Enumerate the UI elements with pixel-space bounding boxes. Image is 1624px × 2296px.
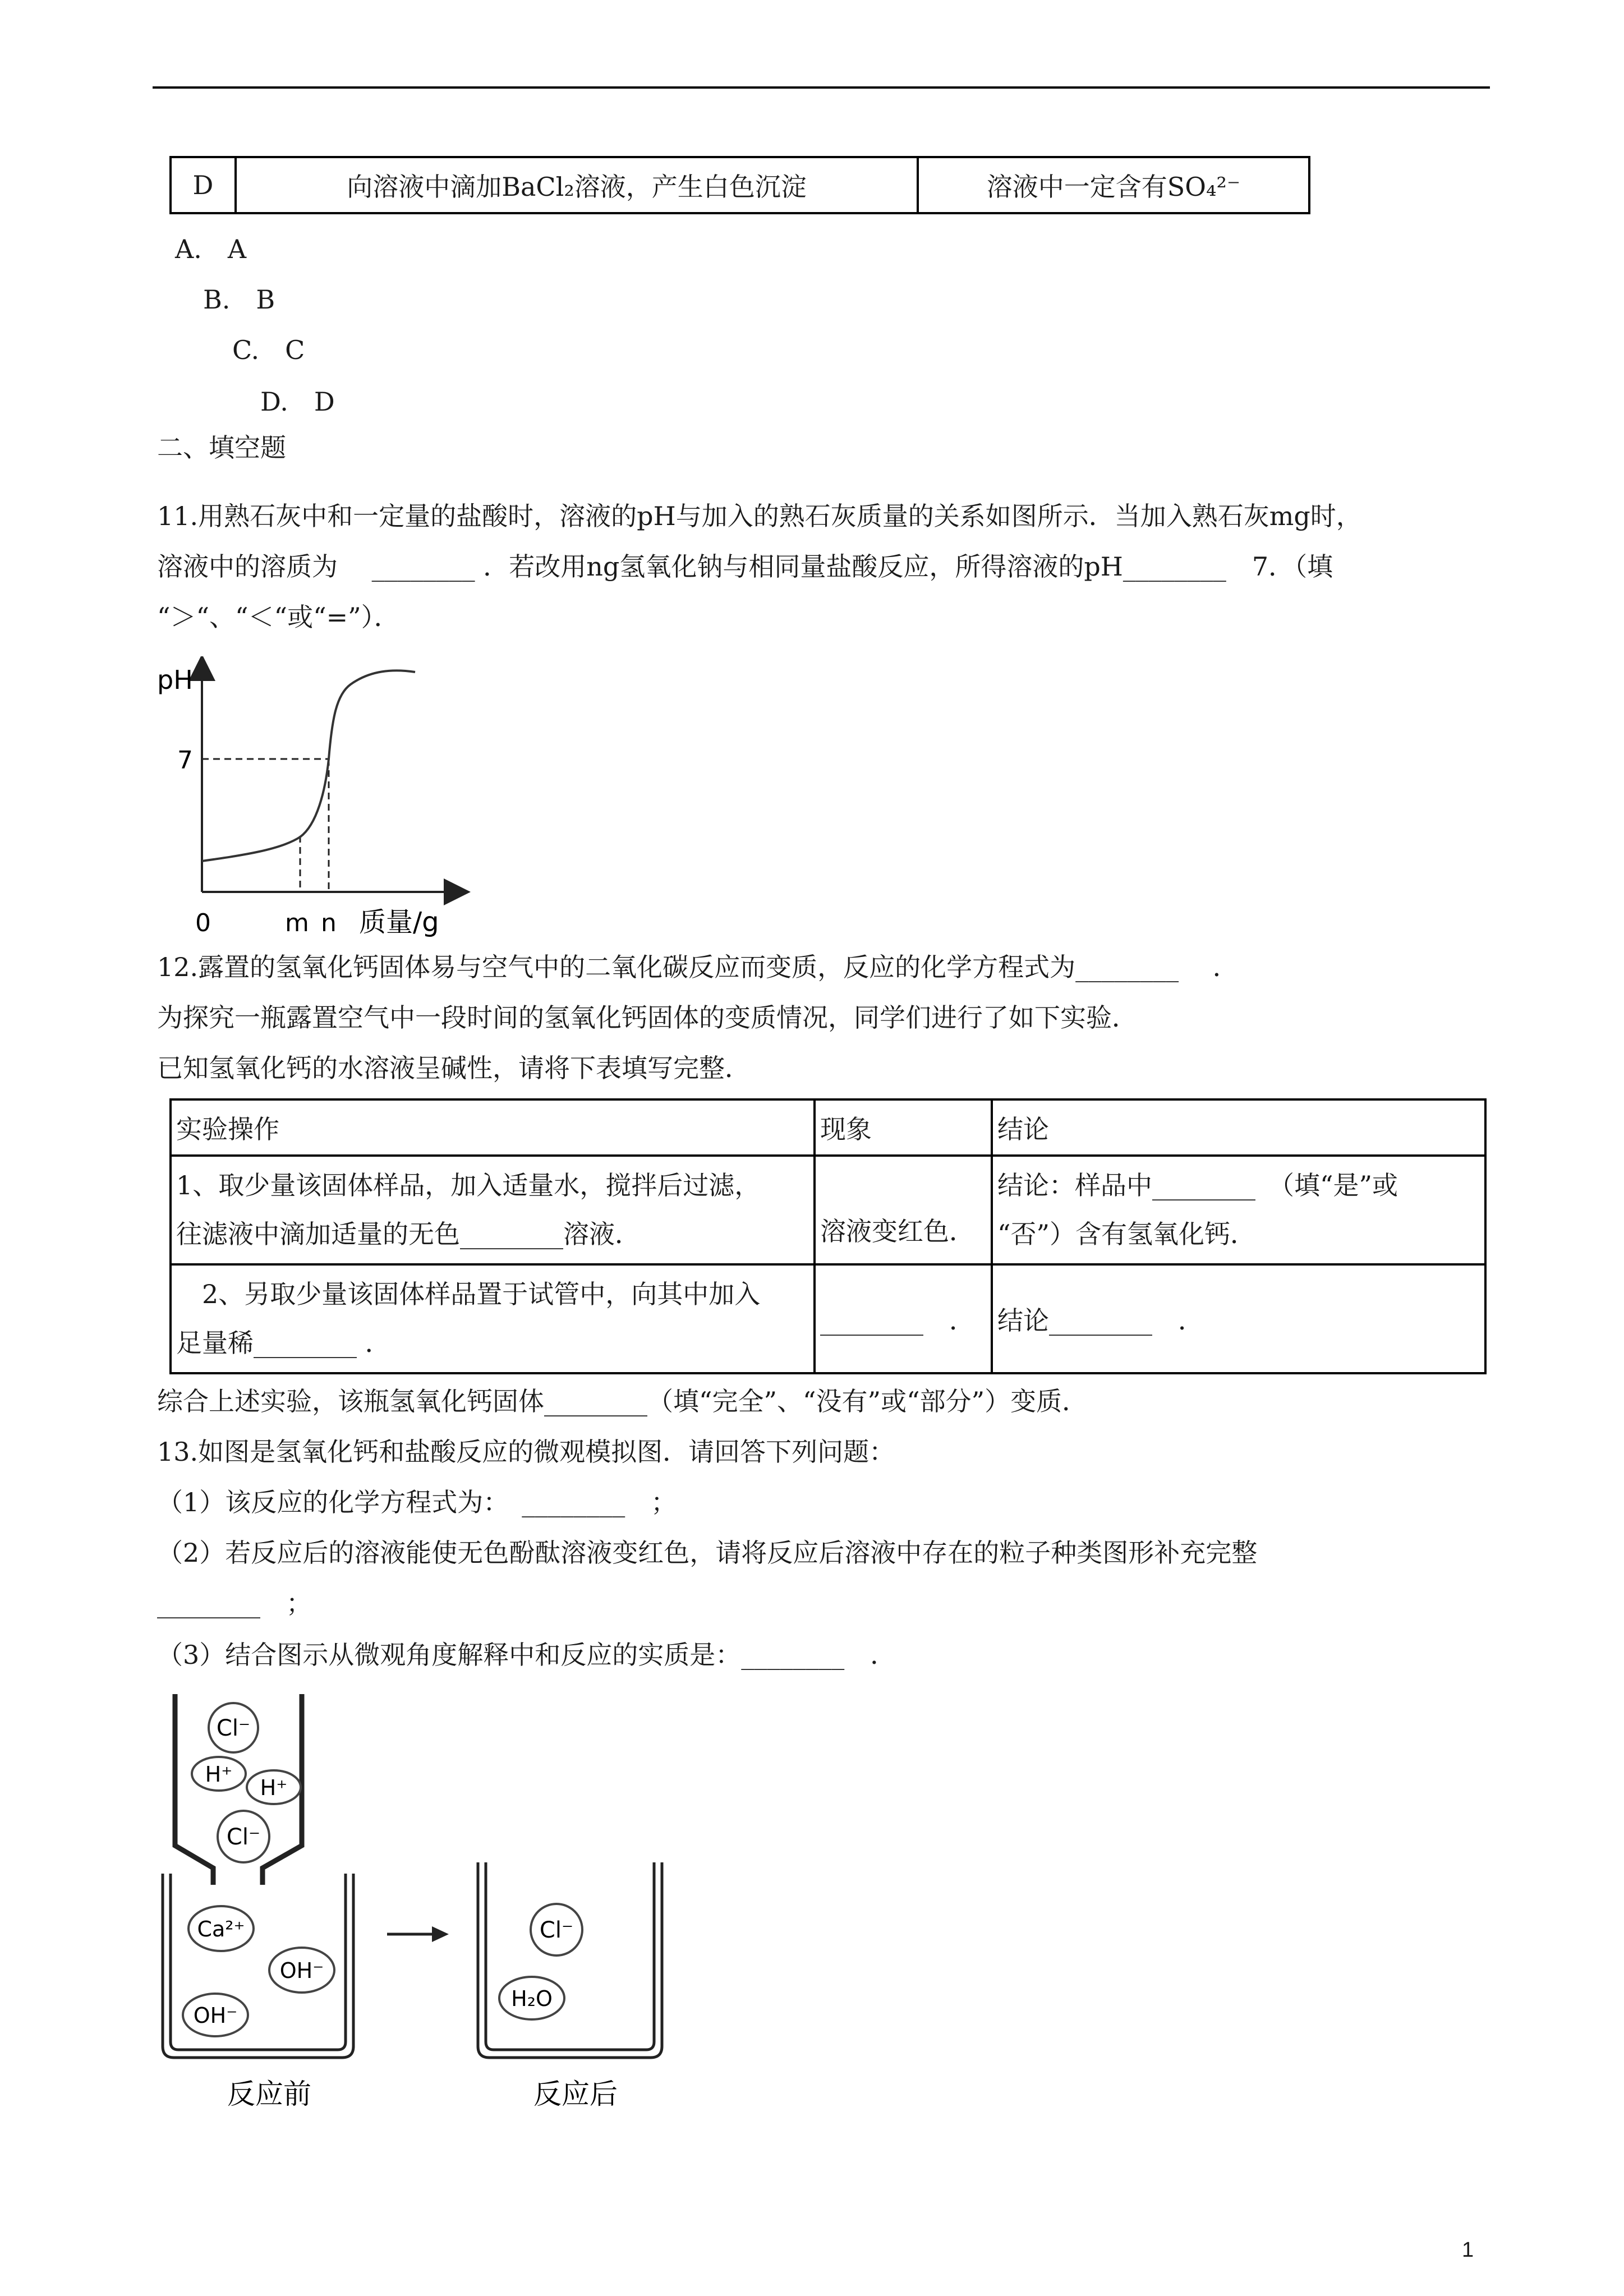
row1-concl-line1: 结论：样品中________ （填“是”或 bbox=[997, 1170, 1398, 1200]
header-phenomenon: 现象 bbox=[815, 1099, 992, 1156]
table-row bbox=[171, 1156, 1485, 1264]
ion-h-2 bbox=[247, 1770, 301, 1804]
svg-text:H⁺: H⁺ bbox=[205, 1762, 233, 1787]
ion-cl-2 bbox=[218, 1811, 269, 1862]
page-number: 1 bbox=[1462, 2238, 1474, 2262]
row-conclusion: 溶液中一定含有SO₄²⁻ bbox=[918, 157, 1309, 213]
svg-text:Cl⁻: Cl⁻ bbox=[216, 1715, 251, 1741]
x-axis-label: 质量/g bbox=[359, 907, 439, 938]
svg-text:H₂O: H₂O bbox=[511, 1986, 553, 2011]
q11-line2: 溶液中的溶质为 ________ ．若改用ng氢氧化钠与相同量盐酸反应，所得溶液的pH________ 7．（填 bbox=[157, 551, 1333, 582]
q13-line1: 13.如图是氢氧化钙和盐酸反应的微观模拟图．请回答下列问题： bbox=[157, 1437, 895, 1467]
molecule-h2o bbox=[499, 1977, 564, 2019]
beaker-after bbox=[478, 1862, 662, 2058]
ion-oh-1 bbox=[269, 1948, 334, 1993]
option-b[interactable]: B. B bbox=[203, 284, 275, 315]
row2-op-line1: 2、另取少量该固体样品置于试管中，向其中加入 bbox=[176, 1278, 761, 1309]
q12-summary: 综合上述实验，该瓶氢氧化钙固体________（填“完全”、“没有”或“部分”）变质． bbox=[157, 1386, 1088, 1416]
x-tick-m: m bbox=[285, 909, 309, 937]
row1-conclusion bbox=[992, 1156, 1485, 1264]
q12-line1: 12.露置的氢氧化钙固体易与空气中的二氧化碳反应而变质，反应的化学方程式为________ ． bbox=[157, 952, 1239, 982]
q12-line2: 为探究一瓶露置空气中一段时间的氢氧化钙固体的变质情况，同学们进行了如下实验． bbox=[157, 1002, 1138, 1033]
svg-text:Ca²⁺: Ca²⁺ bbox=[197, 1917, 245, 1941]
row2-operation bbox=[171, 1264, 815, 1373]
reaction-diagram bbox=[151, 1694, 679, 2120]
ph-chart bbox=[146, 656, 471, 948]
ion-oh-2 bbox=[183, 1994, 248, 2036]
row1-op-line1: 1、取少量该固体样品，加入适量水，搅拌后过滤， bbox=[176, 1170, 761, 1200]
table-row bbox=[171, 157, 1309, 213]
ph-curve bbox=[202, 670, 415, 861]
experiment-table bbox=[169, 1098, 1487, 1374]
row1-operation bbox=[171, 1156, 815, 1264]
label-after: 反应后 bbox=[533, 2078, 618, 2110]
ion-cl-after bbox=[531, 1904, 582, 1955]
q13-sub2: （2）若反应后的溶液能使无色酚酞溶液变红色，请将反应后溶液中存在的粒子种类图形补充完整 bbox=[157, 1538, 1258, 1568]
q13-sub3: （3）结合图示从微观角度解释中和反应的实质是：________ ． bbox=[157, 1640, 896, 1670]
header-conclusion: 结论 bbox=[992, 1099, 1485, 1156]
svg-text:Cl⁻: Cl⁻ bbox=[226, 1824, 261, 1850]
option-c[interactable]: C. C bbox=[232, 335, 305, 365]
header-rule bbox=[153, 86, 1490, 89]
q13-sub2b: ________ ； bbox=[157, 1588, 312, 1618]
q11-line3: “＞“、“＜“或“=”）． bbox=[157, 602, 400, 632]
ion-cl-1 bbox=[209, 1703, 258, 1752]
ion-ca bbox=[188, 1906, 254, 1951]
q11-line1: 11.用熟石灰中和一定量的盐酸时，溶液的pH与加入的熟石灰质量的关系如图所示．当加入熟石灰mg时， bbox=[157, 501, 1362, 531]
row-operation: 向溶液中滴加BaCl₂溶液，产生白色沉淀 bbox=[236, 157, 918, 213]
table-row bbox=[171, 1264, 1485, 1373]
row1-concl-line2: “否”）含有氢氧化钙． bbox=[997, 1219, 1257, 1249]
row2-op-line2: 足量稀________ ． bbox=[176, 1328, 391, 1358]
row1-phenomenon: 溶液变红色． bbox=[815, 1156, 992, 1264]
svg-text:OH⁻: OH⁻ bbox=[193, 2003, 238, 2028]
svg-text:Cl⁻: Cl⁻ bbox=[539, 1917, 574, 1943]
svg-text:H⁺: H⁺ bbox=[260, 1775, 288, 1800]
section-title: 二、填空题 bbox=[157, 432, 286, 463]
x-tick-0: 0 bbox=[195, 909, 211, 937]
q13-sub1: （1）该反应的化学方程式为： ________ ； bbox=[157, 1487, 677, 1517]
row-letter: D bbox=[171, 157, 236, 213]
reaction-arrow-head bbox=[432, 1926, 449, 1942]
q12-line3: 已知氢氧化钙的水溶液呈碱性，请将下表填写完整． bbox=[157, 1053, 751, 1083]
option-d[interactable]: D. D bbox=[260, 386, 335, 417]
ion-h-1 bbox=[192, 1757, 246, 1791]
table-header-row bbox=[171, 1099, 1485, 1156]
option-a[interactable]: A. A bbox=[175, 234, 247, 264]
row2-phenomenon: ________ ． bbox=[815, 1264, 992, 1373]
y-tick-7: 7 bbox=[177, 746, 193, 775]
beaker-after-inner bbox=[486, 1862, 654, 2050]
y-axis-label: pH bbox=[157, 665, 193, 695]
x-tick-n: n bbox=[321, 909, 337, 937]
top-table bbox=[169, 156, 1310, 214]
svg-text:OH⁻: OH⁻ bbox=[279, 1958, 324, 1983]
row2-conclusion: 结论________ ． bbox=[992, 1264, 1485, 1373]
row1-op-line2: 往滤液中滴加适量的无色________溶液． bbox=[176, 1219, 641, 1249]
label-before: 反应前 bbox=[227, 2078, 311, 2110]
header-operation: 实验操作 bbox=[171, 1099, 815, 1156]
